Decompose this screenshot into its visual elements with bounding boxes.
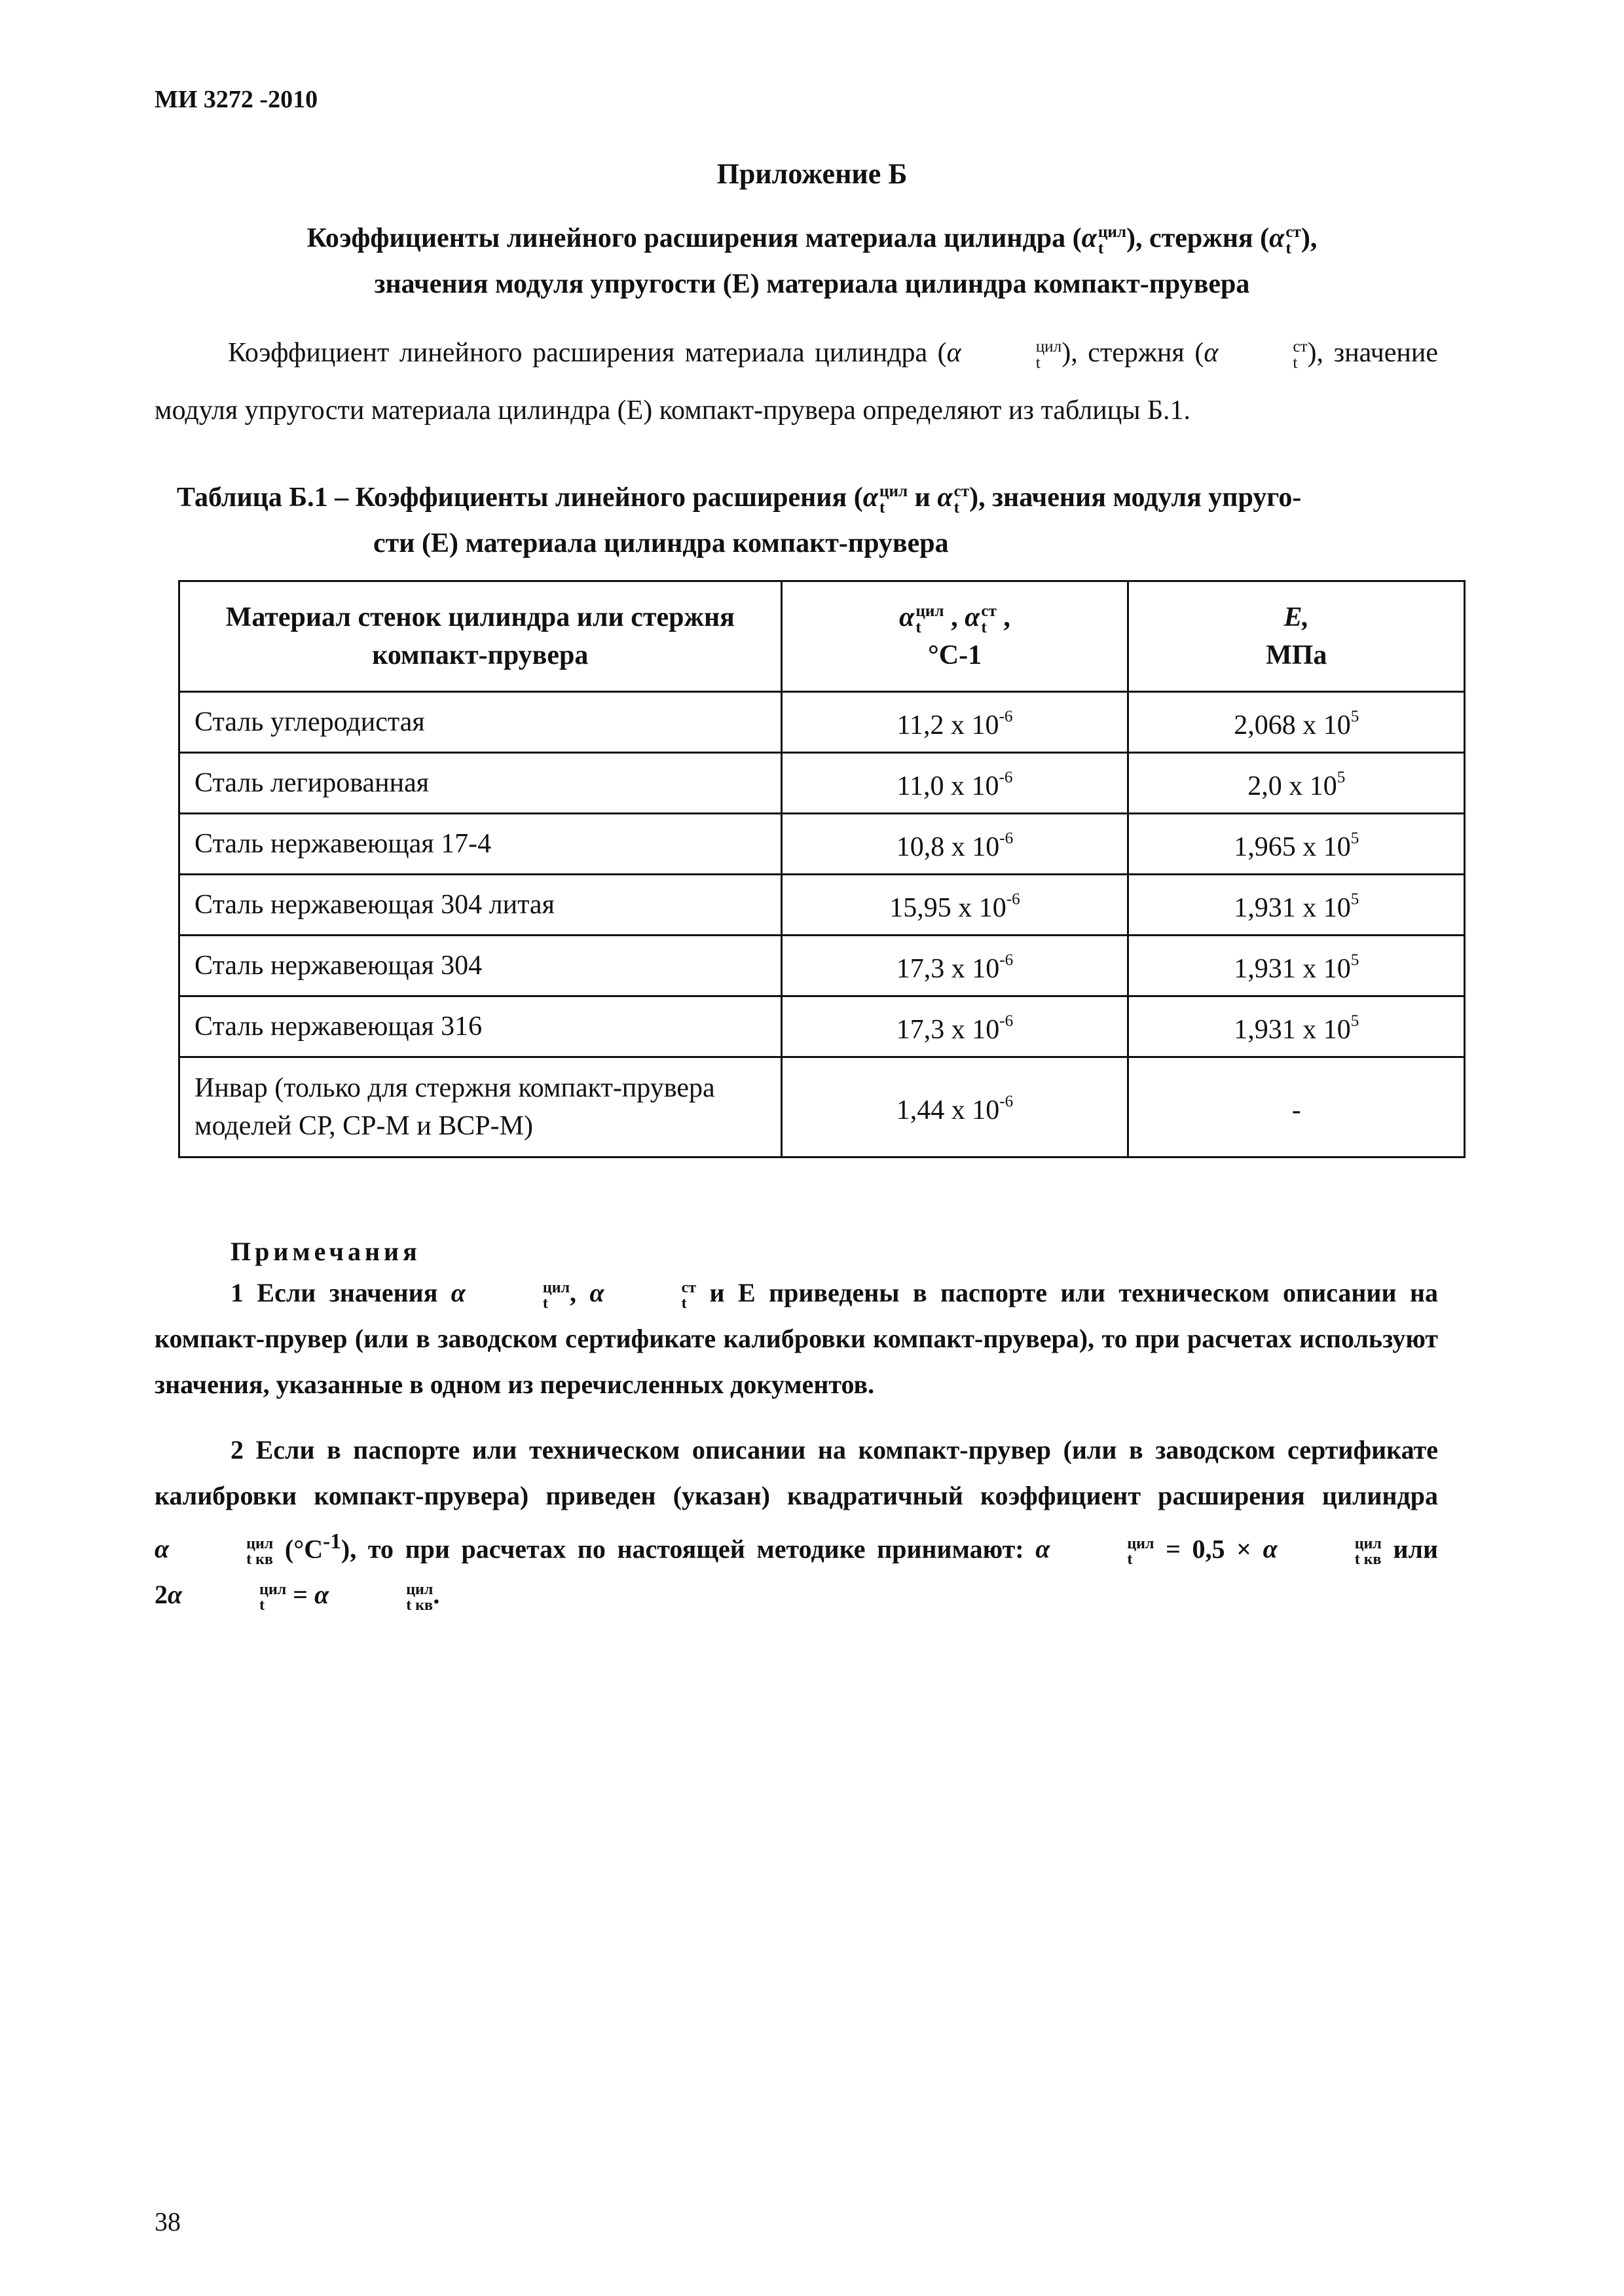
alpha-cyl-quad-symbol: α цил t кв bbox=[314, 1580, 434, 1614]
note-2: 2 Если в паспорте или техническом описании на компакт-прувер (или в заводском сертификате калибровки компакт-прувера) приведен (указан) квадратичный коэффициент расширения цилиндра α цил t кв $(^\circ С^{-1})$, то при расчетах по настоящей методике принимают: α цил t = 0,5 × α цил t кв или 2α цил t = α цил t кв . bbox=[155, 1435, 1438, 1614]
cell-coefficient: 17,3 x $10^{-6}$ bbox=[781, 936, 1128, 996]
cell-modulus: 1,965 x $10^5$ bbox=[1128, 814, 1465, 875]
header-modulus: E, МПа bbox=[1128, 581, 1465, 692]
alpha-cyl-quad-symbol: α цил t кв bbox=[155, 1534, 274, 1569]
cell-material: Сталь легированная bbox=[179, 753, 782, 814]
table-row bbox=[179, 692, 1465, 753]
coefficients-table bbox=[178, 580, 1466, 1158]
cell-coefficient: 15,95 x $10^{-6}$ bbox=[781, 875, 1128, 936]
appendix-subtitle-line-1: Коэффициенты линейного расширения материала цилиндра (α цил t ), стержня (α ст t ), bbox=[306, 223, 1318, 258]
table-header-row bbox=[179, 581, 1465, 692]
cell-modulus: 2,068 x $10^5$ bbox=[1128, 692, 1465, 753]
cell-coefficient: 11,0 x $10^{-6}$ bbox=[781, 753, 1128, 814]
intro-paragraph: Коэффициент линейного расширения материала цилиндра (α цил t ), стержня (α ст t ), значение модуля упругости материала цилиндра (E) компакт-прувера определяют из таблицы Б.1. bbox=[155, 338, 1438, 426]
alpha-rod-symbol: α ст t bbox=[1204, 338, 1308, 373]
cell-modulus: 1,931 x $10^5$ bbox=[1128, 936, 1465, 996]
cell-modulus: 2,0 x $10^5$ bbox=[1128, 753, 1465, 814]
header-coef-unit: °С-1 bbox=[927, 640, 982, 670]
cell-material: Сталь нержавеющая 17-4 bbox=[179, 814, 782, 875]
appendix-title: Приложение Б bbox=[716, 158, 908, 190]
alpha-cyl-symbol: α цил t bbox=[946, 338, 1062, 373]
alpha-rod-symbol: α ст t bbox=[589, 1278, 697, 1312]
table-caption: Таблица Б.1 – Коэффициенты линейного расширения (α цил t и α ст t ), значения модуля упруго- сти (E) материала цилиндра компакт-прувера bbox=[177, 483, 1302, 558]
cell-coefficient: 10,8 x $10^{-6}$ bbox=[781, 814, 1128, 875]
cell-material: Сталь углеродистая bbox=[179, 692, 782, 753]
alpha-cyl-symbol: α цил t bbox=[1035, 1534, 1154, 1569]
alpha-cyl-symbol: α цил t bbox=[451, 1278, 570, 1312]
notes-title: Примечания bbox=[231, 1237, 421, 1266]
cell-modulus: 1,931 x $10^5$ bbox=[1128, 996, 1465, 1057]
note-1: 1 Если значения α цил t , α ст t и E приведены в паспорте или техническом описании на компакт-прувер (или в заводском сертификате калибровки компакт-прувера), то при расчетах используют значения, указанные в одном из перечисленных документов. bbox=[155, 1278, 1438, 1399]
table-row bbox=[179, 814, 1465, 875]
cell-material: Сталь нержавеющая 304 bbox=[179, 936, 782, 996]
alpha-rod-symbol: α ст t bbox=[965, 602, 997, 637]
alpha-cyl-quad-symbol: α цил t кв bbox=[1263, 1534, 1382, 1569]
alpha-rod-symbol: α ст t bbox=[937, 483, 970, 517]
alpha-cyl-symbol: α цил t bbox=[1081, 223, 1126, 258]
table-row bbox=[179, 996, 1465, 1057]
table-row bbox=[179, 875, 1465, 936]
alpha-cyl-symbol: α цил t bbox=[862, 483, 908, 517]
cell-coefficient: 1,44 x $10^{-6}$ bbox=[781, 1057, 1128, 1157]
page-number: 38 bbox=[155, 2207, 181, 2236]
cell-material: Сталь нержавеющая 316 bbox=[179, 996, 782, 1057]
alpha-cyl-symbol: α цил t bbox=[899, 602, 944, 637]
cell-coefficient: 11,2 x $10^{-6}$ bbox=[781, 692, 1128, 753]
cell-modulus: 1,931 x $10^5$ bbox=[1128, 875, 1465, 936]
document-number: МИ 3272 -2010 bbox=[155, 86, 318, 113]
alpha-cyl-symbol: α цил t bbox=[168, 1580, 287, 1614]
cell-material: Сталь нержавеющая 304 литая bbox=[179, 875, 782, 936]
appendix-subtitle-line-2: значения модуля упругости (E) материала цилиндра компакт-прувера bbox=[374, 269, 1250, 299]
header-coefficients: α цил t , α ст t , °С-1 bbox=[781, 581, 1128, 692]
cell-modulus: - bbox=[1128, 1057, 1465, 1157]
alpha-rod-symbol: α ст t bbox=[1269, 223, 1301, 258]
table-row bbox=[179, 936, 1465, 996]
table-row bbox=[179, 753, 1465, 814]
cell-coefficient: 17,3 x $10^{-6}$ bbox=[781, 996, 1128, 1057]
header-modulus-unit: МПа bbox=[1266, 640, 1327, 670]
header-material: Материал стенок цилиндра или стержня компакт-прувера bbox=[179, 581, 782, 692]
cell-material: Инвар (только для стержня компакт-прувера моделей СР, СР-М и ВСР-М) bbox=[179, 1057, 782, 1157]
table-row bbox=[179, 1057, 1465, 1157]
